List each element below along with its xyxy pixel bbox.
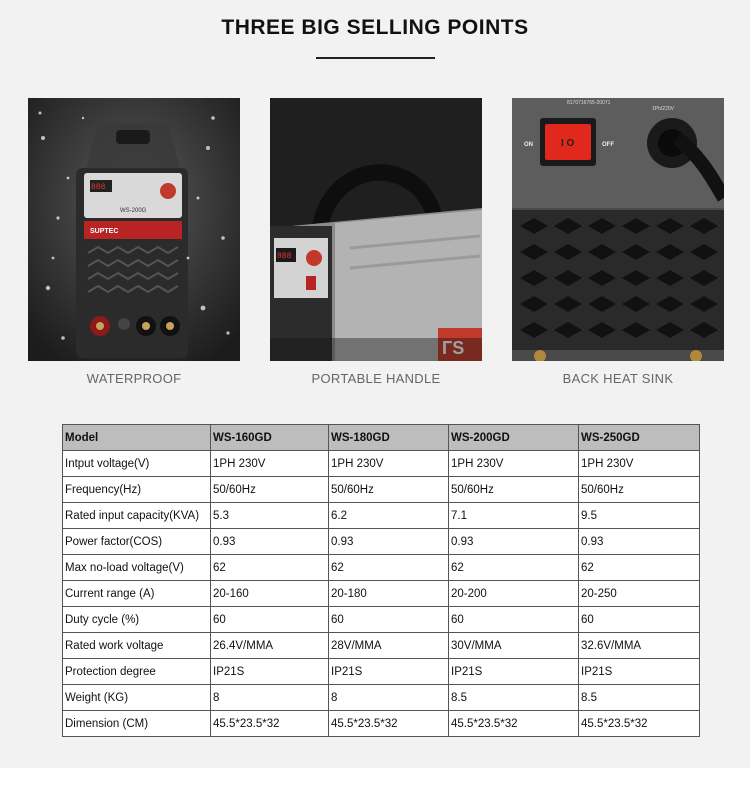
header-model: Model	[63, 425, 211, 451]
back-heat-sink-photo	[512, 98, 724, 361]
spec-value-cell: 45.5*23.5*32	[211, 711, 329, 737]
spec-value-cell: 62	[329, 555, 449, 581]
svg-text:ГЅ: ГЅ	[442, 338, 465, 358]
svg-text:I O: I O	[561, 138, 575, 149]
spec-value-cell: 26.4V/MMA	[211, 633, 329, 659]
header-ws180gd: WS-180GD	[329, 425, 449, 451]
spec-value-cell: IP21S	[579, 659, 700, 685]
row-label-cell: Intput voltage(V)	[63, 451, 211, 477]
caption-back-heat-sink: BACK HEAT SINK	[562, 371, 674, 386]
spec-value-cell: IP21S	[449, 659, 579, 685]
spec-value-cell: 60	[211, 607, 329, 633]
spec-value-cell: 30V/MMA	[449, 633, 579, 659]
svg-text:888: 888	[91, 183, 106, 192]
spec-value-cell: 60	[329, 607, 449, 633]
spec-value-cell: 0.93	[449, 529, 579, 555]
spec-value-cell: 8.5	[449, 685, 579, 711]
caption-waterproof: WATERPROOF	[86, 371, 182, 386]
header-ws200gd: WS-200GD	[449, 425, 579, 451]
table-row	[63, 711, 700, 737]
model-label-ws200g: WS-200G	[120, 208, 147, 214]
spec-value-cell: 1PH 230V	[329, 451, 449, 477]
spec-table	[62, 424, 700, 737]
spec-value-cell: 0.93	[329, 529, 449, 555]
header-ws160gd: WS-160GD	[211, 425, 329, 451]
table-row	[63, 451, 700, 477]
table-row	[63, 555, 700, 581]
caption-portable-handle: PORTABLE HANDLE	[311, 371, 441, 386]
spec-value-cell: 1PH 230V	[449, 451, 579, 477]
row-label-cell: Dimension (CM)	[63, 711, 211, 737]
svg-text:888: 888	[277, 252, 292, 261]
spec-value-cell: 50/60Hz	[211, 477, 329, 503]
spec-value-cell: 32.6V/MMA	[579, 633, 700, 659]
spec-value-cell: 8.5	[579, 685, 700, 711]
spec-value-cell: 0.93	[579, 529, 700, 555]
spec-value-cell: 0.93	[211, 529, 329, 555]
switch-off-label: OFF	[602, 142, 614, 148]
spec-value-cell: 45.5*23.5*32	[579, 711, 700, 737]
switch-on-label: ON	[524, 142, 533, 148]
spec-value-cell: 45.5*23.5*32	[329, 711, 449, 737]
portable-handle-photo	[270, 98, 482, 361]
rear-code-label: 8170716765-20071	[567, 100, 611, 106]
row-label-cell: Rated input capacity(KVA)	[63, 503, 211, 529]
spec-value-cell: 20-250	[579, 581, 700, 607]
heading-underline	[316, 57, 435, 59]
table-row	[63, 633, 700, 659]
table-row	[63, 477, 700, 503]
spec-value-cell: IP21S	[211, 659, 329, 685]
spec-value-cell: 6.2	[329, 503, 449, 529]
spec-value-cell: 62	[211, 555, 329, 581]
table-row	[63, 659, 700, 685]
spec-value-cell: 8	[329, 685, 449, 711]
row-label-cell: Duty cycle (%)	[63, 607, 211, 633]
row-label-cell: Power factor(COS)	[63, 529, 211, 555]
spec-value-cell: 50/60Hz	[329, 477, 449, 503]
table-row	[63, 685, 700, 711]
table-row	[63, 607, 700, 633]
row-label-cell: Frequency(Hz)	[63, 477, 211, 503]
brand-label: SUPTEC	[90, 228, 119, 235]
spec-value-cell: 20-180	[329, 581, 449, 607]
spec-value-cell: 60	[579, 607, 700, 633]
spec-value-cell: IP21S	[329, 659, 449, 685]
spec-value-cell: 20-200	[449, 581, 579, 607]
spec-value-cell: 9.5	[579, 503, 700, 529]
spec-value-cell: 62	[449, 555, 579, 581]
spec-value-cell: 1PH 230V	[211, 451, 329, 477]
spec-value-cell: 5.3	[211, 503, 329, 529]
spec-value-cell: 1PH 230V	[579, 451, 700, 477]
table-header-row	[63, 425, 700, 451]
spec-value-cell: 50/60Hz	[449, 477, 579, 503]
row-label-cell: Weight (KG)	[63, 685, 211, 711]
waterproof-photo	[28, 98, 240, 361]
row-label-cell: Protection degree	[63, 659, 211, 685]
row-label-cell: Max no-load voltage(V)	[63, 555, 211, 581]
spec-value-cell: 20-160	[211, 581, 329, 607]
spec-value-cell: 8	[211, 685, 329, 711]
table-row	[63, 529, 700, 555]
table-row	[63, 503, 700, 529]
row-label-cell: Rated work voltage	[63, 633, 211, 659]
spec-value-cell: 45.5*23.5*32	[449, 711, 579, 737]
spec-value-cell: 7.1	[449, 503, 579, 529]
spec-value-cell: 50/60Hz	[579, 477, 700, 503]
header-ws250gd: WS-250GD	[579, 425, 700, 451]
table-row	[63, 581, 700, 607]
spec-value-cell: 28V/MMA	[329, 633, 449, 659]
row-label-cell: Current range (A)	[63, 581, 211, 607]
spec-value-cell: 60	[449, 607, 579, 633]
spec-value-cell: 62	[579, 555, 700, 581]
rear-rating-label: 1Ph/220V	[652, 106, 674, 112]
section-heading: THREE BIG SELLING POINTS	[221, 16, 529, 39]
